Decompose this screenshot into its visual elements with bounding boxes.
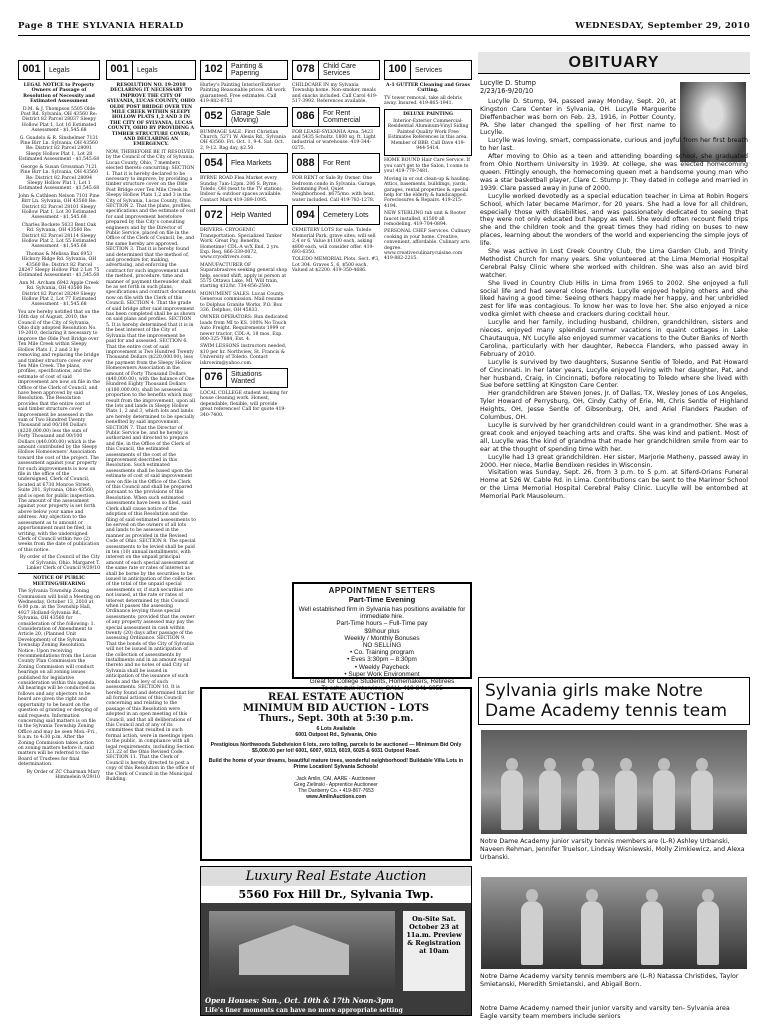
category-header-cemetery-lots — [292, 205, 380, 225]
ad-line: • Weekly Paycheck — [354, 663, 410, 671]
house-photo — [209, 911, 395, 989]
person-figure — [577, 770, 599, 830]
legal-entry: Charles Bockete 5633 Bent Oak Rd. Sylvania, OH 43560 Re: District 82 Parcel 28114 Sleepy Hollow Plat 2, Lot 55 Estimated Assessment - $1,545.68 — [21, 222, 97, 250]
varsity-tennis-team-photo — [481, 877, 747, 969]
appointment-setters-ad — [292, 582, 472, 693]
category-header-situations-wanted — [200, 368, 288, 388]
tennis-article-text: Notre Dame Academy named their junior varsity and varsity ten- Sylvania area Eagle varsity team members include seniors — [480, 1005, 730, 1020]
classified-ad: Moving in or out clean-up & hauling. Attics, basements, buildings, yards, garages, rental properties & special help for the elderly & handicapped. Foreclosures & Repairs. 419-215-4194. — [384, 176, 471, 209]
classified-ad-title: DELUXE PAINTING — [403, 111, 453, 117]
ad-line: $9/hour plus — [364, 627, 400, 635]
real-estate-auction-ad — [200, 687, 472, 861]
resolution-title: RESOLUTION NO. 19-2010 DECLARING IT NECESSARY TO IMPROVE THE CITY OF SYLVANIA, LUCAS COUNTY, OHIO OLDE POST BRIDGE OVER TEN MILE CREEK WITHIN SLEEPY HOLLOW PLATS 1,2 AND 3 IN THE CITY OF SYLVANIA, LUCAS COUNTY, OHIO BY PROVIDING A TIMBER STRUCTURE COVER; AND DECLARING AN EMERGENCY. — [107, 83, 195, 148]
legal-notice-title: LEGAL NOTICE to Property Owners of Passage of Resolution of Necessity and Estimated Assessment — [23, 83, 95, 105]
category-name: Child Care Services — [323, 63, 357, 77]
classified-ad: OWNER OPERATORS: Run dedicated loads from MI to KS. 100% No Touch Auto Freight. Requirements 1999 or newer tractor, CDL-A, 18 mos. Exp. 800-325-7884, Ext. 4. — [200, 315, 288, 342]
classifieds-column-4 — [292, 60, 380, 578]
obituary-paragraph: Lucylle worked devotedly as a special education teacher in Lima at Robin Rogers School, which later became Marimor, for 20 years. She had a love for all children, especially those with disabilities, and was passionately dedicated to seeing that they were not only educated but happy as well. She would often recount field trips she and the children took and the great times they had riding on buses to new places, learning about the wonders of the world and experiencing the simple joys of life. — [480, 192, 748, 248]
public-meeting-title: NOTICE OF PUBLIC MEETING/HEARING — [32, 576, 86, 587]
category-name: For Rent Commercial — [323, 109, 361, 124]
ad-line: NO SELLING — [362, 642, 402, 650]
obituary-header: OBITUARY — [478, 52, 750, 74]
legal-notice-body: You are hereby notified that on the 16th day of August, 2010, the Council of the City of Sylvania, Ohio duly adopted Resolution No. 19-2010, declaring it necessary to improve the Olde Post Bridge over Ten Mile Creek within Sleepy Hollow Plats 1, 2 and 3 by removing and replacing the bridge and timber structure cover over Ten Mile Creek. The plans, profiles, specifications, and the estimate of cost of said improvement are now on file in the Office of the Clerk of Council, and have been approved by said Resolution. The Resolution provides that the entire cost of said timber structure cover improvement be assessed in the sum of Two Hundred Twenty Thousand and 00/100 Dollars ($220,000.00) less the sum of Forty Thousand and 00/100 Dollars ($40,000.00) which is the amount contributed by the Sleepy Hollow Homeowners' Association toward the cost of the project. The assessment against your property for such improvements is now on file in the office of the undersigned, Clerk of Council, located at 6730 Monroe Street, Suite 201, Sylvania, Ohio 43560, and is open for public inspection. The amount of the assessment against your property is set forth above below your name and address. Any objection to the assessment as to amount or apportionment must be filed, in writing, with the undersigned Clerk of Council within two (2) weeks from the date of publication of this notice. — [18, 309, 100, 553]
classified-ad: LOCAL COLLEGE student looking for house cleaning work. Honest, dependable, flexible, will provide great references! Call for quote 419-340-7400. — [200, 391, 288, 418]
category-header-garage-sale — [200, 107, 288, 127]
page-header-left: Page 8 THE SYLVANIA HERALD — [18, 21, 184, 31]
classified-ad: TV tower removal, take all debris away. Insured. 419-865-1941. — [384, 95, 462, 107]
ad-subtitle: Part-Time Evening — [348, 595, 416, 604]
legal-entry: D.M. & J. Thompson 5505 Olde Post Rd. Sylvania, OH 43560 Re: District 82 Parcel 28037 Sleepy Hollow Plat 1, Lot 16 Estimated Assessment - $1,545.68 — [20, 106, 98, 134]
person-figure — [581, 901, 603, 965]
obituary-dates: 2/23/16-9/20/10 — [480, 86, 534, 95]
obituary-paragraph: Lucylle and her family, including husband, children, grandchildren, sisters and nieces, enjoyed many splendid summer vacations in quaint cottages in Lake Chautauqua, NY. Lucylle also enjoyed summer vacations to the Outer Banks of North Carolina, particularly with her daughter, Rebecca Flanders, who passed away in February of 2010. — [480, 319, 748, 358]
category-header-flea-markets — [200, 153, 288, 173]
legal-entry: G. Guadelo & R. Sinshelmer 7131 Pine Birr Ln. Sylvania, OH 43560 Re: District 82 Parcel 28091 Sleepy Hollow Plat 1, Lot 28 Estimated Assessment - $1,545.68 — [18, 135, 100, 163]
obituary-paragraph: She was active in Lost Creek Country Club, the Lima Garden Club, and Trinity Methodist Church for many years. She volunteered at the Lima Memorial Hospital Cerebral Palsy Clinic where she worked with children. She was also an avid bird watcher. — [480, 248, 748, 279]
category-header-painting — [200, 60, 288, 80]
classified-ad: MANUFACTURER OF Suparabrasives seeking general shop help, second shift, apply in person at 5575 Ottawa Lake, MI. Will train, starting $12/hr. 734-856-2580. — [200, 262, 288, 290]
classified-ad: NEW STERLING tub unit & Rooter faucet installed, $1500 all remodeling. 419-704-0894. — [384, 211, 466, 227]
person-figure — [653, 770, 675, 830]
category-name: Flea Markets — [231, 159, 272, 167]
auction-date: Thurs., Sept. 30th at 5:30 p.m. — [258, 714, 414, 724]
ad-line: To schedule interview, CALL 419-841-6055 — [321, 685, 443, 693]
category-number: 001 — [19, 61, 45, 79]
category-header-services — [384, 60, 472, 80]
obituary-paragraph: Lucylle is survived by her grandchildren could want in a grandmother. She was a great cook and enjoyed teaching arts and crafts. She was kind and patient. Most of all, Lucylle was the kind of grandma that made her grandchildren smile from ear to ear at the thought of spending time with her. — [480, 421, 748, 453]
classified-ad: DRIVERS: CRYOGENIC Transportation. Specialized Tanker Work. Great Pay, Benefits, Hometime! CDL-A w/X End. 2 yrs. Exp. Req. 866-339-0072, www.cryodrivers.com. — [200, 228, 282, 261]
auction-address: 6001 Outpost Rd., Sylvania, Ohio — [295, 732, 377, 739]
category-number: 086 — [293, 108, 319, 126]
classified-ad: SWIM LESSONS instructors needed, $10 per hr. Northview, St. Francis & University of Toledo. Contact lskrowim@yahoo.com. — [200, 344, 287, 366]
divider — [18, 573, 100, 574]
obituary-paragraph: Lucylle was loving, smart, compassionate, curious and joyful from her first breath to her last. — [480, 137, 748, 153]
obituary-name: Lucylle D. Stump — [480, 80, 536, 87]
person-figure — [539, 770, 561, 830]
page-header — [18, 18, 750, 36]
category-number: 052 — [201, 108, 227, 126]
auction-website: www.AmlinAuctions.com — [306, 794, 366, 801]
jv-tennis-team-photo — [481, 730, 747, 834]
category-name: Services — [415, 66, 442, 74]
person-figure — [641, 901, 663, 965]
category-number: 076 — [201, 369, 227, 387]
legal-entry: George & Susan Grossman 7121 Pine Birr Ln. Sylvania, OH 43560 Re: District 82 Parcel 28094 Sleepy Hollow Plat 1, Lot 1 Estimated Assessment - $1,545.68 — [18, 164, 100, 192]
category-name: For Rent — [323, 159, 351, 167]
classified-ad: TOLEDO MEMORIAL Plots. Sect. #3, Lot 304. Graves 5, 6, $500 each. Valued at $2200. 419-350-4686. — [292, 257, 380, 274]
person-figure — [501, 770, 523, 830]
page-header-date: WEDNESDAY, September 29, 2010 — [575, 21, 750, 31]
auctioneer: Jack Amlin, CAI, AARE - Auctioneer — [296, 776, 376, 783]
person-figure — [697, 901, 719, 965]
luxury-tagline: Life's finer moments can have no more appropriate setting — [205, 1007, 403, 1014]
auction-company: The Danberry Co. • 419-867-7653 — [298, 788, 374, 795]
obituary-paragraph: Visitation was Sunday, Sept. 26, from 3 p.m. to 5 p.m. at Siferd-Orians Funeral Home at 526 W. Cable Rd. in Lima. Contributions can be sent to the Marimor School or the Lima Memorial Hospital Cerebral Palsy Clinic. Lucylle will be entombed at Memorial Park Mausoleum. — [480, 469, 748, 501]
classified-ad: MONUMENT SALES. Lucas County. Generous commission. Mail resume to Dolphus Granite Works, P.O. Box 336, Delphos, OH 45833. — [200, 291, 285, 313]
category-header-legals — [18, 60, 100, 80]
resolution-body: NOW, THEREFORE BE IT RESOLVED by the Council of the City of Sylvania, Lucas County, Ohio, 7 members elected thereto concurring: SECTION 1. That it is hereby declared to be necessary to improve, by providing a timber structure cover on the Olde Post Bridge over Ten Mile Creek in Sleepy Hollow Plats 1,2 and 3 in the City of Sylvania, Lucas County, Ohio. SECTION 2. That the plans, profiles, specifications and the estimate of cost for said improvement heretofore prepared by this City's consulting engineers and by the Director of Public Service, placed on file in the Office of the Clerk of Council, be, and the same hereby are approved. SECTION 3. That it is hereby found and determined that the method of, and procedure for, making, advertising, and enforcing the contract for such improvement and the method, procedure, time and manner of payment thereunder shall be as set forth in such plans, specifications and contract documents now on file with the Clerk of this Council. SECTION 4. That the grade of said bridge after said improvement has been completed shall be as shown on said plans and profiles. SECTION 5. It is hereby determined that it is in the best interest of the City of Sylvania that the improvement be paid for and assessed. SECTION 6. That the entire cost of said improvement is Two Hundred Twenty Thousand Dollars ($220,000.00), less the payment from the Sleepy Hollow Homeowners Association in the amount of Forty Thousand Dollars ($40,000.00), with the balance of One Hundred Eighty Thousand Dollars ($180,000.00), shall be assessed in proportion to the benefits which may result from the improvement, upon all the lots and lands in Sleepy Hollow Plats 1, 2 and 3, which lots and lands are hereby determined to be specially benefited by said improvement. SECTION 7. That the Director of Public Service be, and he hereby is authorized and directed to prepare and file, in the Office of the Clerk of this Council, the estimated assessments of the cost of the improvement described in this Resolution. Such estimated assessments shall be based upon the estimate of cost of said improvement now on file in the Office of the Clerk of this Council and shall be prepared pursuant to the provisions of this Resolution. When such estimated assessments have been so filed, said Clerk shall cause notice of the adoption of this Resolution and the filing of said estimated assessments to be served on the owners of all lots and lands to be assessed in the manner as provided in the Revised Code of Ohio. SECTION 8. The special assessments to be levied shall be paid in ten (10) annual installments, with interest on the unpaid principal amount of each special assessment at the same rate or rates of interest as shall be borne by the securities to be issued in anticipation of the collection of the total of the unpaid special assessments or, if such securities are not issued, at the rate or rates of interest determined by this Council when it passes the assessing Ordinance levying those special assessments; provided that the owner of any property assessed may pay the special assessment in cash within twenty (20) days after passage of the assessing Ordinance. SECTION 9. That the bonds of the City of Sylvania will not be issued in anticipation of the collection of assessments by installments and in an amount equal thereto and no notes of said City of Sylvania shall be issued in anticipation of the issuance of such bonds and the levy of such assessments. SECTION 10. It is hereby found and determined that for all formal actions of this Council concerning and relating to the passage of this Resolution were adopted in an open meeting of this Council, and that all deliberations of this Council and of any of its committees that resulted in such formal action, were in meetings open to the public, in compliance with all legal requirements, including Section 121.22 of the Ohio Revised Code. SECTION 11. That the Clerk of Council is hereby directed to post a copy of this Resolution in the office of the Clerk of Council in the Municipal Building. — [106, 149, 196, 782]
legal-entry: John & Cathleen Nelson 7101 Pine Birr Ln. Sylvania, OH 43560 Re: District 82 Parcel 28101 Sleepy Hollow Plat 1, Lot 30 Estimated Assessment - $1,545.68 — [18, 193, 100, 221]
obituary-paragraph: She lived in Country Club Hills in Lima from 1965 to 2002. She enjoyed a full social life and had several close friends. Lucylle enjoyed helping others and she liked having a good time. Seeing others happy made her happy, and her unbridled zest for life was contagious. To know her was to love her. She also enjoyed a nice vodka gimlet with cheese and crackers during cocktail hour. — [480, 279, 748, 319]
deluxe-painting-box — [384, 109, 472, 157]
category-header-rent-commercial — [292, 107, 380, 127]
classifieds-column-5 — [384, 60, 472, 578]
classified-ad: CHILDCARE IN my Sylvania Township home. Non-smoker, meals and snacks included. Call Carol 419-517-3992. References available. — [292, 83, 378, 105]
category-number: 001 — [107, 61, 133, 79]
legal-notice-signature: By order of the Council of the City of Sylvania, Ohio. Margaret T. Linker Clerk of Council 9/29/10 — [19, 555, 100, 571]
category-name: Painting & Papering — [231, 63, 263, 77]
ad-line: Well established firm in Sylvania has positions available for immediate hire. — [298, 606, 466, 621]
classified-ad: Interior-Exterior Commercial-Residential Aluminum-Vinyl Siding Painted Quality Work Free Estimates References in this area. Member of BBB. Call Dave 419-944-5414. — [387, 119, 469, 152]
onsite-info: On-Site Sat. October 23 at 11a.m. Preview & Registration at 10am — [403, 911, 465, 991]
category-header-for-rent — [292, 153, 380, 173]
category-name: Cemetery Lots — [323, 211, 369, 219]
auction-details: Prestigious Northwoods Subdivision 6 lots, zero tolling, parcels to be auctioned — Minimum Bid Only $5,000.00 per lot! 6001, 6007, 6013, 6019, 6025 & 6031 Outpost Road. — [210, 741, 462, 755]
open-houses: Open Houses: Sun., Oct. 10th & 17th Noon-3pm — [205, 996, 394, 1005]
ad-line: • Super Work Environment — [344, 670, 420, 678]
classified-ad: CEMETERY LOTS for sale. Toledo Memorial Park, grave sites, will sell 2,4 or 6. Value $1100 each, asking $800 each, will consider offer. 419-693-6350. — [292, 228, 376, 255]
auction-lots: 6 Lots Available — [316, 726, 356, 732]
luxury-auction-address: 5560 Fox Hill Dr., Sylvania Twp. — [201, 886, 471, 903]
varsity-photo-caption: Notre Dame Academy varsity tennis members are (L-R) Natassa Christides, Taylor Smietanski, Meredith Smietanski, and Abigail Born. — [480, 973, 739, 988]
ad-line: Part-Time hours – Full-Time pay — [336, 620, 428, 628]
category-name: Legals — [137, 66, 158, 74]
category-number: 102 — [201, 61, 227, 79]
obituary-body — [480, 80, 748, 670]
ad-line: • Co. Training program — [349, 649, 415, 657]
auction-subtitle: MINIMUM BID AUCTION – LOTS — [243, 703, 429, 714]
tennis-headline: Sylvania girls make Notre Dame Academy tennis team — [478, 677, 750, 725]
classified-ad: FOR LEASE-SYLVANIA Area. 5423 and 5435 Schultz. 1800 sq. ft. Light industrial or warehouse. 419-344-0275. — [292, 129, 376, 151]
legal-entry: Ann M. Archam 6942 Apple Creek Rd. Sylvania, OH 43560 Re: District 82 Parcel 28249 Sleepy Hollow Plat 2, Lot 77 Estimated Assessment - $1,545.68 — [19, 280, 99, 308]
classified-ad: Hurley's Painting Interior/Exterior Painting Reasonable prices. All work guaranteed. Free estimates. Call 419-882-6753 — [200, 83, 286, 105]
category-number: 078 — [293, 61, 319, 79]
classified-ad: FOR RENT or Sale By Owner. One bedroom condo in Sylvania. Garage, Swimming Pool, Quiet Neighborhood. $675/mo. with heat, water included. Call 419-783-1278. — [292, 176, 377, 203]
category-header-legals — [106, 60, 196, 80]
ad-line: • Eves 3:30pm – 8:30pm — [347, 656, 417, 664]
obituary-paragraph: Lucylle had 13 great grandchildren. Her sister, Marjorie Matheny, passed away in 2000. Her niece, Marlie Bendixen resides in Wisconsin. — [480, 453, 748, 469]
category-number: 100 — [385, 61, 411, 79]
category-name: Legals — [49, 66, 70, 74]
luxury-auction-title: Luxury Real Estate Auction — [201, 867, 471, 886]
category-header-child-care — [292, 60, 380, 80]
obituary-paragraph: After moving to Ohio as a teen and attending boarding school, she graduated from Ohio Northern University in 1939. At college, she was elected homecoming queen. Fittingly enough, the homecoming queen met a handsome young man who was a star basketball player, Clare C. Stump Jr. They dated in college and married in 1939. Clare passed away in June of 2000. — [480, 153, 748, 192]
person-figure — [615, 770, 637, 830]
ad-line: Weekly / Monthly Bonuses — [344, 634, 420, 642]
ad-title: APPOINTMENT SETTERS — [328, 586, 436, 595]
category-name: Help Wanted — [231, 211, 272, 219]
legal-entry: Thomas & Melissa Bax 6953 Hickory Ridge Rd. Sylvania, OH 43560 Re: District 82 Parcel 28247 Sleepy Hollow Plat 2 Lot 75 Estimated Assessment - $1,545.68 — [18, 251, 100, 279]
auction-title: REAL ESTATE AUCTION — [267, 692, 405, 703]
category-number: 054 — [201, 154, 227, 172]
obituary-paragraph: Lucylle D. Stump, 94, passed away Monday, Sept. 20, at Kingston Care Center in Sylvania, OH. Lucylle Marguerite Dieffenbacher was born on Feb. 23, 1916, in Potter County, PA. She later changed the spelling of her first name to Lucylle. — [480, 97, 676, 137]
person-figure — [691, 770, 713, 830]
classified-ad: RUMMAGE SALE. First Christian Church, 5271 W. Alexis Rd., Sylvania OH 43560. Fri. Oct. 1, 9-4. Sat. Oct. 2, 9-12. Bag day, $2.50. — [200, 129, 286, 151]
obituary-paragraph: Lucylle is survived by two daughters, Susanne Sentle of Toledo, and Pat Howard of Cincinnati. In her later years, Lucylle enjoyed living with her daughter, Pat, and her husband, Craig, in Cincinnati, before relocating to Toledo where she lived with Sue before settling at Kingston Care Center. — [480, 358, 748, 390]
category-name: Garage Sale (Moving) — [231, 109, 271, 124]
jv-photo-caption: Notre Dame Academy junior varsity tennis members are (L-R) Ashley Urbanski, Naveen Rehman, Jennifer Truelsor, Lindsay Wisniewski, Molly Zimkiewicz, and Alexa Urbanski. — [480, 838, 745, 861]
classified-ad: BYRNE ROAD Flea Market every Sunday 7am-12pm. 206 S. Byrne, Toledo, OH (next to the TV station). Indoor & outdoor spaces available. Contact Mark 419-389-1095. — [200, 176, 284, 203]
ad-line: Great for College Students, Homemakers, Retirees — [309, 678, 455, 686]
classifieds-column-3 — [200, 60, 288, 680]
category-header-help-wanted — [200, 205, 288, 225]
category-number: 072 — [201, 206, 227, 224]
person-figure — [521, 901, 543, 965]
category-name: Situations Wanted — [231, 371, 262, 386]
luxury-auction-ad — [200, 866, 472, 1016]
legals-column-2 — [106, 60, 196, 1022]
public-meeting-body: The Sylvania Township Zoning Commission will hold a Meeting on Wednesday, October 13, 2010 at 6:00 p.m. at the Township Hall, 4927 Holland-Sylvania Rd., Sylvania, OH 43560 for consideration of the following: 1. Consideration of Amendment to Article 20, (Planned Unit Development) of the Sylvania Township Zoning Resolution. Notice: Upon receiving recommendations from the Lucas County Plan Commission the Zoning Commission will conduct hearings on all zoning issues published for legislative consideration within this agenda. All hearings will be conducted as follows and any objectors to be heard are given the right and opportunity to be heard on the question of granting or denying of said requests. Information concerning said matters is on file in the Sylvania Township Zoning Office and may be seen Mon.-Fri., 8 a.m. to 4:30 p.m. After the Zoning Commission takes action on zoning matters before it, said matters will be referred to the Board of Trustees for final determination. — [18, 589, 100, 768]
legals-column-1 — [18, 60, 100, 1022]
classified-ad: HOME BOUND Hair Care Service. If you can't get to the Salon, I come to you! 419-779-7481. — [384, 158, 470, 175]
obituary-paragraph: Her grandchildren are Steven Jones, Jr. of Dallas, TX, Wesley Jones of Los Angeles, Tyler Howard of Perrysburg, OH, Cindy Cathy of Erie, MI, Chris Sentle of Highland Heights, OH, Jesse Sentle of Gibsonburg, OH, and Ariel Flanders Pauden of Columbus, OH. — [480, 390, 748, 422]
category-number: 094 — [293, 206, 319, 224]
public-meeting-signature: By Order of ZC Chairman Mary Himmelein 9/29/10 — [26, 769, 100, 780]
auction-description: Build the home of your dreams, beautiful mature trees, wonderful neighborhood! Buildable Villa Lots in Prime Location! Sylvania Schools! — [208, 757, 464, 771]
classified-ad: PERSONAL CHEF Services. Culinary cooking in your home. Creative, convenient, affordable. Culinary arts degree. www.creativeculinarycuisine.com 419-882-2215. — [384, 229, 471, 262]
category-number: 088 — [293, 154, 319, 172]
apprentice-auctioneer: Greg Zielinski - Apprentice Auctioneer — [294, 782, 378, 789]
classified-ad-title: A-1 GUTTER Cleaning and Grass Cutting. — [386, 83, 470, 94]
